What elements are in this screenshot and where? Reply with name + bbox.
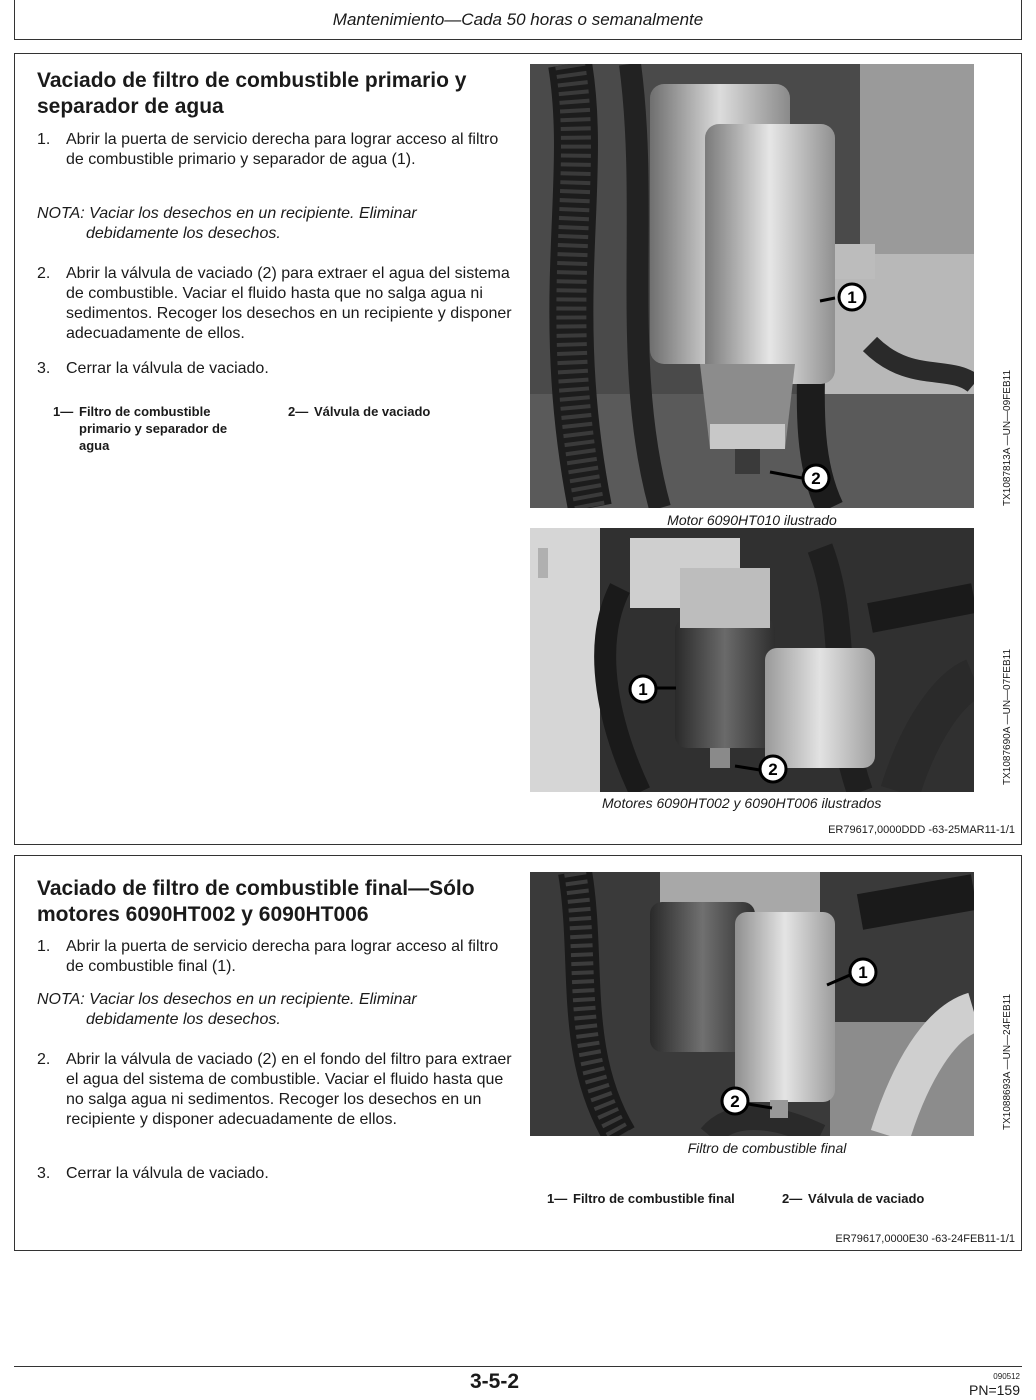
figure-caption: Motor 6090HT010 ilustrado [667, 512, 837, 528]
step-2: 2. Abrir la válvula de vaciado (2) en el fondo del filtro para extraer el agua del sistema de combustible. Vaciar el fluido hasta que no salga agua ni sedimentos. Recoger los desechos en un recipiente y disponer adecuadamente de ellos. [37, 1051, 512, 1128]
figure-code: TX1087813A —UN—09FEB11 [1002, 369, 1013, 506]
figure-caption: Motores 6090HT002 y 6090HT006 ilustrados [602, 795, 882, 811]
header-title: Mantenimiento—Cada 50 horas o semanalmente [332, 10, 704, 29]
figure-code: TX1087690A —UN—07FEB11 [1002, 648, 1013, 785]
footer-code: 090512 [993, 1372, 1020, 1381]
figure-caption: Filtro de combustible final [687, 1140, 847, 1156]
callout-label: 1 [847, 288, 857, 307]
photo-engines-6090ht002-6090ht006 [530, 528, 974, 792]
callout-label: 2 [811, 469, 821, 488]
reference-code: ER79617,0000DDD -63-25MAR11-1/1 [828, 824, 1015, 836]
callout-label: 1 [638, 680, 648, 699]
note: NOTA: Vaciar los desechos en un recipiente. Eliminar debidamente los desechos. [37, 205, 417, 242]
step-3: 3. Cerrar la válvula de vaciado. [37, 1165, 269, 1182]
section-final-filter [14, 855, 1022, 1251]
reference-code: ER79617,0000E30 -63-24FEB11-1/1 [835, 1233, 1015, 1245]
legend-item-1: 1— Filtro de combustible primario y separador de agua [53, 404, 228, 453]
legend-item-2: 2— Válvula de vaciado [288, 404, 431, 419]
photo-final-filter [530, 872, 974, 1136]
figure-code: TX1088693A —UN—24FEB11 [1002, 993, 1013, 1130]
callout-label: 2 [730, 1092, 740, 1111]
step-2: 2. Abrir la válvula de vaciado (2) para extraer el agua del sistema de combustible. Vaciar el fluido hasta que no salga agua ni sedimentos. Recoger los desechos en un recipiente y disponer adecuadamente de ellos. [37, 265, 512, 342]
page-header [14, 0, 1022, 40]
legend-item-1: 1— Filtro de combustible final [547, 1191, 735, 1206]
step-1: 1. Abrir la puerta de servicio derecha para lograr acceso al filtro de combustible primario y separador de agua (1). [37, 131, 499, 168]
step-1: 1. Abrir la puerta de servicio derecha para lograr acceso al filtro de combustible final (1). [37, 938, 499, 975]
section-primary-filter [14, 53, 1022, 845]
step-3: 3. Cerrar la válvula de vaciado. [37, 360, 269, 377]
pn-number: PN=159 [969, 1382, 1020, 1398]
page-number: 3-5-2 [470, 1370, 520, 1393]
section-title: Vaciado de filtro de combustible primario y separador de agua [37, 69, 467, 118]
callout-label: 1 [858, 963, 868, 982]
callout-label: 2 [768, 760, 778, 779]
section-title: Vaciado de filtro de combustible final—Sólo motores 6090HT002 y 6090HT006 [37, 877, 475, 926]
legend-item-2: 2— Válvula de vaciado [782, 1191, 925, 1206]
footer-divider [14, 1366, 1022, 1367]
photo-engine-6090ht010 [530, 64, 974, 508]
note: NOTA: Vaciar los desechos en un recipiente. Eliminar debidamente los desechos. [37, 991, 417, 1028]
